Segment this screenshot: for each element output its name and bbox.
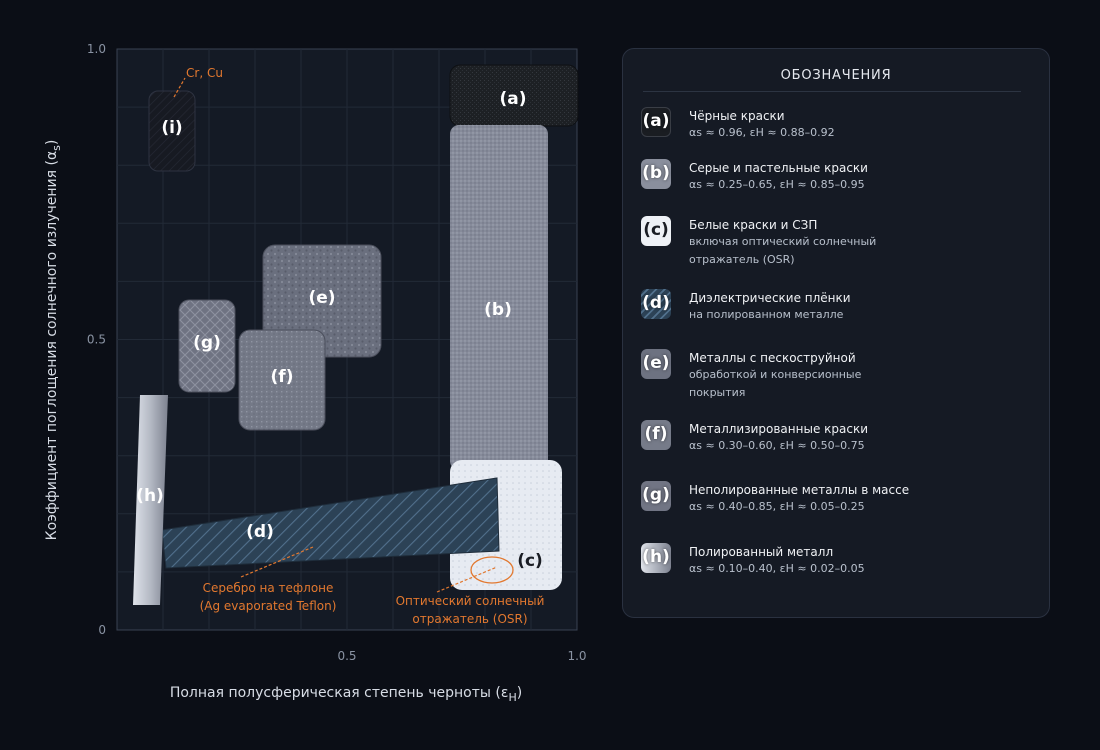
legend-letter-g: (g) (642, 485, 670, 505)
legend-desc-d-1: на полированном металле (689, 308, 844, 321)
legend-desc-e-1: обработкой и конверсионные (689, 368, 862, 381)
region-e-label: (e) (308, 288, 336, 308)
legend-name-g: Неполированные металлы в массе (689, 483, 910, 497)
legend-name-b: Серые и пастельные краски (689, 161, 868, 175)
cr-cu-annotation: Cr, Cu (186, 66, 223, 80)
region-d-label: (d) (246, 522, 274, 542)
region-b (450, 125, 548, 470)
legend-letter-b: (b) (642, 163, 670, 183)
region-g-label: (g) (193, 333, 221, 353)
legend-title: ОБОЗНАЧЕНИЯ (780, 68, 892, 83)
legend-name-f: Металлизированные краски (689, 422, 869, 436)
region-h-label: (h) (136, 486, 164, 506)
osr-annotation-line1: Оптический солнечный (395, 594, 545, 608)
legend-name-c: Белые краски и СЗП (689, 218, 818, 232)
legend-letter-a: (a) (642, 111, 670, 131)
y-axis-title: Коэффициент поглощения солнечного излучения $(\alpha_s)$ (44, 139, 63, 541)
legend-desc-c-1: включая оптический солнечный (689, 235, 877, 248)
region-i-label: (i) (161, 118, 183, 138)
region-a-label: (a) (499, 89, 527, 109)
legend-divider (643, 91, 1021, 92)
legend-name-e: Металлы с пескоструйной (689, 351, 856, 365)
y-tick-label: 1.0 (86, 42, 106, 56)
region-b-label: (b) (484, 300, 512, 320)
legend-desc-e-2: покрытия (689, 386, 746, 399)
osr-annotation-line2: отражатель (OSR) (412, 612, 528, 626)
y-tick-label: 0.5 (86, 332, 106, 347)
legend-desc-h-1: αs ≈ 0.10–0.40, εH ≈ 0.02–0.05 (689, 562, 865, 575)
x-axis-title: Полная полусферическая степень черноты $(\varepsilon_H)$ (169, 685, 523, 704)
ag-teflon-annotation-line1: Серебро на тефлоне (202, 581, 334, 595)
legend-letter-c: (c) (643, 220, 669, 240)
legend-desc-f-1: αs ≈ 0.30–0.60, εH ≈ 0.50–0.75 (689, 439, 865, 452)
legend-letter-f: (f) (644, 424, 668, 444)
legend-letter-e: (e) (642, 353, 670, 373)
legend-desc-a-1: αs ≈ 0.96, εH ≈ 0.88–0.92 (689, 126, 835, 139)
x-tick-label: 0.5 (337, 649, 357, 663)
ag-teflon-annotation-line2: (Ag evaporated Teflon) (199, 599, 337, 613)
legend-desc-g-1: αs ≈ 0.40–0.85, εH ≈ 0.05–0.25 (689, 500, 865, 513)
legend-name-a: Чёрные краски (689, 109, 785, 123)
legend-letter-h: (h) (642, 547, 670, 567)
legend-letter-d: (d) (642, 293, 670, 313)
region-c-label: (c) (517, 551, 543, 571)
legend-name-h: Полированный металл (689, 545, 834, 559)
legend-desc-c-2: отражатель (OSR) (689, 253, 795, 266)
region-f-label: (f) (270, 367, 294, 387)
x-tick-label: 1.0 (567, 649, 587, 663)
legend-desc-b-1: αs ≈ 0.25–0.65, εH ≈ 0.85–0.95 (689, 178, 865, 191)
legend-name-d: Диэлектрические плёнки (689, 291, 851, 305)
legend-panel (622, 48, 1050, 618)
y-tick-label: 0 (98, 623, 106, 637)
